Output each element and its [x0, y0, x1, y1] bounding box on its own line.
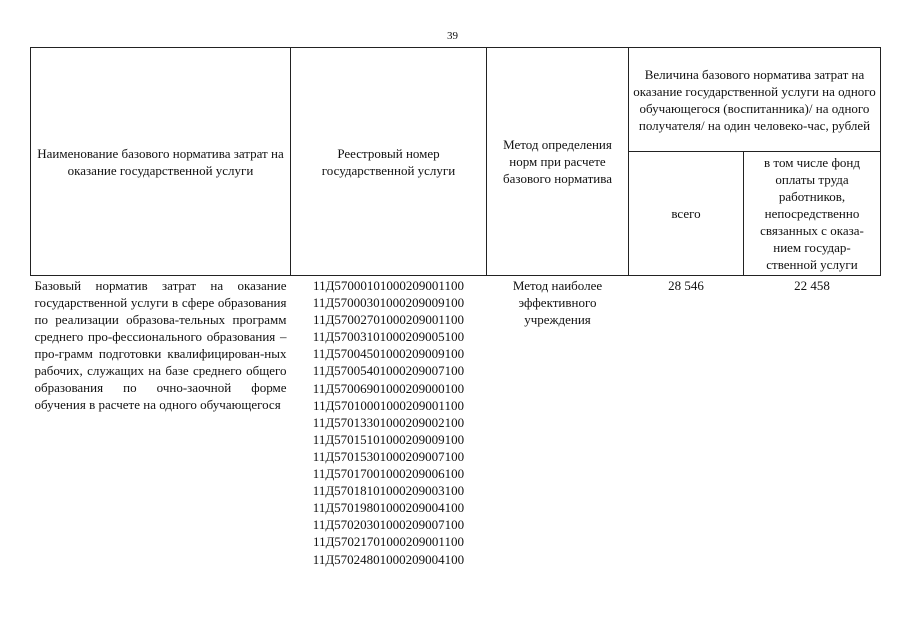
registry-number: 11Д57019801000209004100	[312, 500, 465, 516]
header-registry: Реестровый номер государственной услуги	[291, 48, 487, 276]
registry-number: 11Д57018101000209003100	[312, 483, 465, 499]
registry-number: 11Д57017001000209006100	[312, 466, 465, 482]
registry-number: 11Д57006901000209000100	[312, 380, 465, 396]
registry-number: 11Д57000101000209001100	[313, 278, 464, 293]
row-name: Базовый норматив затрат на оказание государственной услуги в сфере образования по реализации образова-тельных программ среднего про-фессионального образования – про-грамм подготовки квалифицирован-ных рабочих, служащих на базе среднего общего образования по очно-заочной форме обучения в расчете на одного обучающегося	[34, 278, 287, 412]
header-method: Метод определения норм при расчете базового норматива	[487, 48, 629, 276]
norm-table	[30, 47, 881, 569]
registry-number: 11Д57015301000209007100	[312, 448, 465, 464]
registry-number: 11Д57020301000209007100	[312, 517, 465, 533]
row-total: 28 546	[668, 278, 704, 293]
registry-number: 11Д57005401000209007100	[312, 363, 465, 379]
registry-number: 11Д57000301000209009100	[312, 295, 465, 311]
registry-number: 11Д57013301000209002100	[312, 414, 465, 430]
row-method: Метод наиболее эффективного учреждения	[512, 278, 603, 327]
page-number: 39	[447, 30, 458, 42]
header-name: Наименование базового норматива затрат на оказание государственной услуги	[31, 48, 291, 276]
registry-number: 11Д57021701000209001100	[313, 534, 464, 550]
registry-number: 11Д57003101000209005100	[312, 329, 465, 345]
registry-number: 11Д57024801000209004100	[312, 551, 465, 567]
header-including: в том числе фонд оплаты труда работников, непосредственно связанных с оказа-нием государ-ственной услуги	[744, 152, 881, 276]
row-including: 22 458	[794, 278, 830, 293]
registry-number-list	[291, 276, 487, 569]
registry-number: 11Д57004501000209009100	[312, 346, 465, 362]
header-total: всего	[629, 152, 744, 276]
table-row	[31, 276, 881, 569]
registry-number: 11Д57015101000209009100	[312, 431, 465, 447]
header-value: Величина базового норматива затрат на оказание государственной услуги на одного обучающегося (воспитанника)/ на одного получателя/ на один человеко-час, рублей	[629, 48, 881, 152]
registry-number: 11Д57002701000209001100	[313, 312, 464, 328]
registry-number: 11Д57010001000209001100	[313, 397, 464, 413]
